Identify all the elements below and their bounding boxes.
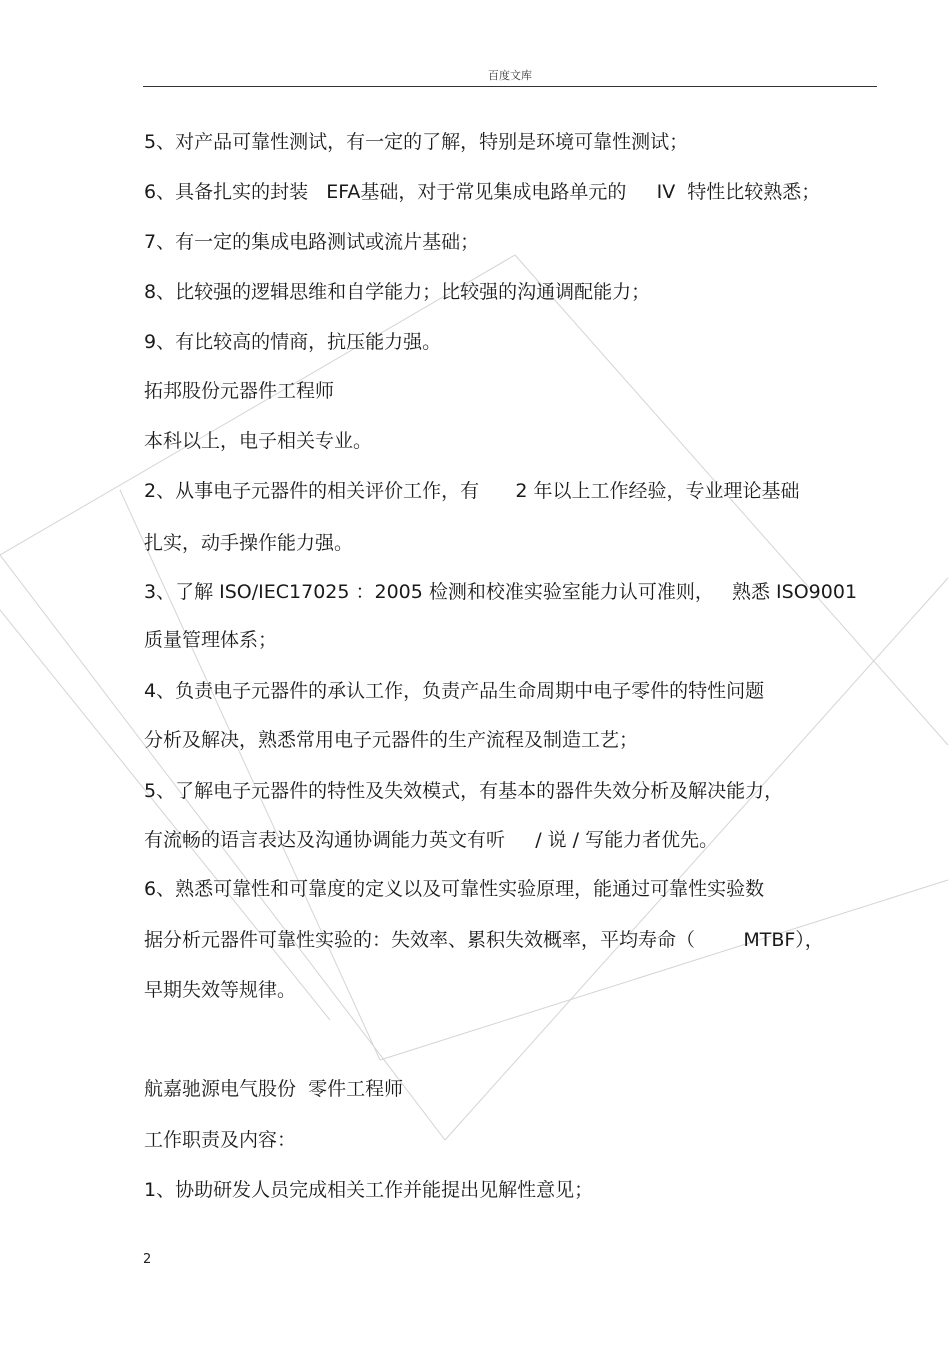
text-line: 3、了解 ISO/IEC17025 ：2005 检测和校准实验室能力认可准则， 熟悉 ISO9001 xyxy=(144,581,858,603)
page-number: 2 xyxy=(143,1252,152,1267)
text-line: 9、有比较高的情商，抗压能力强。 xyxy=(144,331,442,353)
document-header: 百度文库 xyxy=(488,69,532,82)
text-line: 工作职责及内容： xyxy=(144,1129,297,1151)
text-line: 5、对产品可靠性测试，有一定的了解，特别是环境可靠性测试； xyxy=(144,131,689,153)
text-line: 航嘉驰源电气股份 零件工程师 xyxy=(144,1078,404,1100)
text-line: 拓邦股份元器件工程师 xyxy=(144,380,335,402)
text-line: 8、比较强的逻辑思维和自学能力；比较强的沟通调配能力； xyxy=(144,281,651,303)
header-divider xyxy=(143,86,877,87)
text-line: 据分析元器件可靠性实验的：失效率、累积失效概率，平均寿命（ MTBF）， xyxy=(144,929,824,951)
text-line: 1、协助研发人员完成相关工作并能提出见解性意见； xyxy=(144,1179,594,1201)
text-line: 7、有一定的集成电路测试或流片基础； xyxy=(144,231,480,253)
text-line: 早期失效等规律。 xyxy=(144,979,297,1001)
text-line: 4、负责电子元器件的承认工作，负责产品生命周期中电子零件的特性问题 xyxy=(144,680,765,702)
text-line: 本科以上，电子相关专业。 xyxy=(144,430,373,452)
text-line: 6、熟悉可靠性和可靠度的定义以及可靠性实验原理，能通过可靠性实验数 xyxy=(144,878,765,900)
text-line: 2、从事电子元器件的相关评价工作，有 2 年以上工作经验，专业理论基础 xyxy=(144,480,800,502)
text-line: 有流畅的语言表达及沟通协调能力英文有听 / 说 / 写能力者优先。 xyxy=(144,829,719,851)
text-line: 质量管理体系； xyxy=(144,629,278,651)
text-line: 6、具备扎实的封装 EFA基础，对于常见集成电路单元的 IV 特性比较熟悉； xyxy=(144,181,821,203)
text-line: 分析及解决，熟悉常用电子元器件的生产流程及制造工艺； xyxy=(144,729,639,751)
text-line: 5、了解电子元器件的特性及失效模式，有基本的器件失效分析及解决能力， xyxy=(144,780,784,802)
text-line: 扎实，动手操作能力强。 xyxy=(144,532,354,554)
